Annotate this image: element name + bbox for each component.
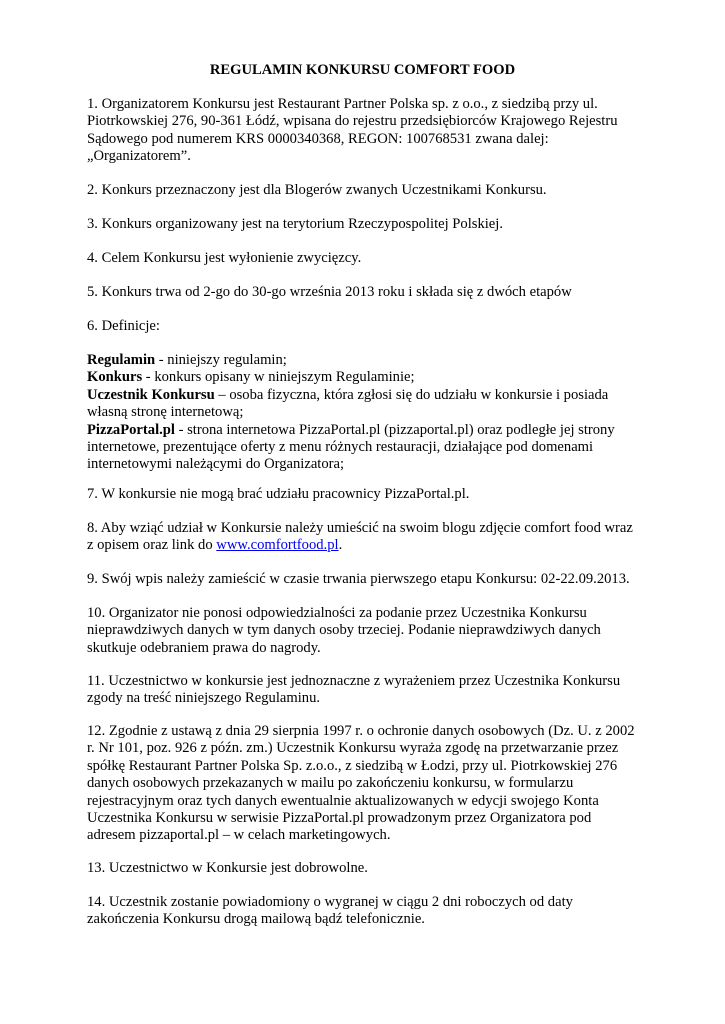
paragraph-11 (87, 673, 647, 708)
paragraph-12-line-6: Uczestnika Konkursu w serwisie PizzaPortal.pl prowadzonym przez Organizatora pod (87, 810, 592, 827)
paragraph-1-line-3: Sądowego pod numerem KRS 0000340368, REGON: 100768531 zwana dalej: (87, 130, 549, 147)
paragraph-9-text: 9. Swój wpis należy zamieścić w czasie trwania pierwszego etapu Konkursu: 02-22.09.2013. (87, 571, 630, 587)
paragraph-2 (87, 182, 647, 199)
paragraph-13-text: 13. Uczestnictwo w Konkursie jest dobrowolne. (87, 860, 368, 876)
paragraph-7 (87, 486, 647, 503)
paragraph-14-line-2: zakończenia Konkursu drogą mailową bądź telefonicznie. (87, 911, 425, 928)
definition-konkurs (87, 369, 647, 386)
paragraph-6-text: 6. Definicje: (87, 318, 160, 334)
definition-text: - strona internetowa PizzaPortal.pl (pizzaportal.pl) oraz podległe jej strony (174, 421, 615, 438)
paragraph-11-line-2: zgody na treść niniejszego Regulaminu. (87, 690, 321, 707)
paragraph-14 (87, 894, 647, 929)
paragraph-12-line-7: adresem pizzaportal.pl – w celach marketingowych. (87, 827, 391, 844)
paragraph-10-line-3: skutkuje odebraniem prawa do nagrody. (87, 639, 321, 656)
paragraph-4 (87, 250, 647, 267)
definition-term: Uczestnik Konkursu (87, 386, 215, 403)
paragraph-14-line-1: 14. Uczestnik zostanie powiadomiony o wygranej w ciągu 2 dni roboczych od daty (87, 894, 573, 910)
paragraph-12-line-3: spółkę Restaurant Partner Polska Sp. z.o.o., z siedzibą w Łodzi, przy ul. Piotrkowskiej 276 (87, 757, 618, 774)
paragraph-5 (87, 284, 647, 301)
paragraph-8-line-2 (87, 537, 647, 554)
definition-pizzaportal-cont-2: internetowymi należącymi do Organizatora; (87, 456, 345, 473)
paragraph-1 (87, 96, 647, 166)
paragraph-12-line-4: danych osobowych przekazanych w mailu po zakończeniu konkursu, w formularzu (87, 775, 574, 792)
definition-term: Konkurs (87, 369, 143, 386)
paragraph-7-text: 7. W konkursie nie mogą brać udziału pracownicy PizzaPortal.pl. (87, 486, 470, 502)
paragraph-8 (87, 520, 647, 555)
definition-term: Regulamin (87, 352, 156, 368)
paragraph-4-text: 4. Celem Konkursu jest wyłonienie zwycięzcy. (87, 250, 362, 266)
paragraph-6 (87, 318, 647, 335)
definition-text: - konkurs opisany w niniejszym Regulaminie; (142, 369, 415, 386)
paragraph-8-prefix: z opisem oraz link do (87, 537, 217, 554)
definition-term: PizzaPortal.pl (87, 421, 175, 438)
definition-pizzaportal (87, 422, 647, 439)
paragraph-1-line-1: 1. Organizatorem Konkursu jest Restaurant Partner Polska sp. z o.o., z siedzibą przy ul. (87, 96, 598, 112)
document-title: REGULAMIN KONKURSU COMFORT FOOD (209, 62, 516, 78)
definitions-list (87, 352, 647, 474)
paragraph-3 (87, 216, 647, 233)
comfortfood-link[interactable]: www.comfortfood.pl (216, 537, 339, 554)
paragraph-10 (87, 605, 647, 657)
paragraph-1-line-4: „Organizatorem”. (87, 148, 191, 165)
paragraph-11-line-1: 11. Uczestnictwo w konkursie jest jednoznaczne z wyrażeniem przez Uczestnika Konkursu (87, 673, 621, 689)
paragraph-12-line-2: r. Nr 101, poz. 926 z późn. zm.) Uczestnik Konkursu wyraża zgodę na przetwarzanie przez (87, 740, 619, 757)
paragraph-8-line-1: 8. Aby wziąć udział w Konkursie należy umieścić na swoim blogu zdjęcie comfort food wraz (87, 520, 633, 536)
paragraph-3-text: 3. Konkurs organizowany jest na terytorium Rzeczypospolitej Polskiej. (87, 216, 503, 232)
definition-text: - niniejszy regulamin; (155, 352, 287, 368)
paragraph-5-text: 5. Konkurs trwa od 2-go do 30-go września 2013 roku i składa się z dwóch etapów (87, 284, 572, 300)
paragraph-12-line-1: 12. Zgodnie z ustawą z dnia 29 sierpnia 1997 r. o ochronie danych osobowych (Dz. U. z 2002 (87, 723, 635, 739)
paragraph-10-line-1: 10. Organizator nie ponosi odpowiedzialności za podanie przez Uczestnika Konkursu (87, 605, 587, 621)
definition-text: – osoba fizyczna, która zgłosi się do udziału w konkursie i posiada (214, 386, 609, 403)
paragraph-12 (87, 723, 647, 845)
paragraph-1-line-2: Piotrkowskiej 276, 90-361 Łódź, wpisana do rejestru przedsiębiorców Krajowego Rejestru (87, 113, 618, 130)
paragraph-8-suffix: . (338, 537, 343, 554)
definition-regulamin (87, 352, 647, 369)
paragraph-10-line-2: nieprawdziwych danych w tym danych osoby trzeciej. Podanie nieprawdziwych danych (87, 622, 601, 639)
paragraph-13 (87, 860, 647, 877)
paragraph-12-line-5: rejestracyjnym oraz tych danych ewentualnie aktualizowanych w edycji swojego Konta (87, 792, 599, 809)
definition-uczestnik (87, 387, 647, 404)
paragraph-2-text: 2. Konkurs przeznaczony jest dla Blogerów zwanych Uczestnikami Konkursu. (87, 182, 547, 198)
paragraph-9 (87, 571, 647, 588)
definition-pizzaportal-cont-1: internetowe, prezentujące oferty z menu różnych restauracji, działające pod domenami (87, 439, 594, 456)
definition-uczestnik-cont: własną stronę internetową; (87, 404, 244, 421)
